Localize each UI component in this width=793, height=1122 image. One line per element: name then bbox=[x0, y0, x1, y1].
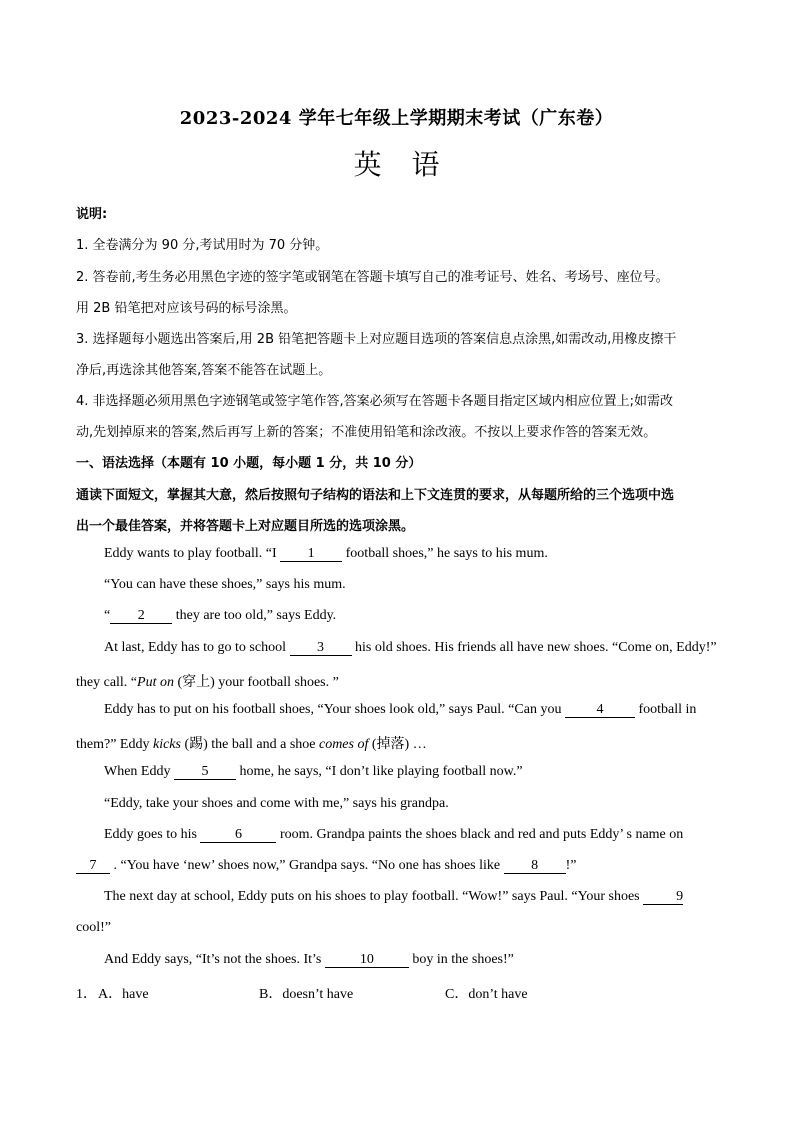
passage-text: room. Grandpa paints the shoes black and red and puts Eddy’ s name on bbox=[276, 827, 684, 842]
subject-title: 英语 bbox=[353, 148, 470, 181]
passage-line-4c bbox=[76, 671, 339, 691]
passage-line-9b: cool!” bbox=[76, 920, 111, 935]
blank-2: 2 bbox=[110, 609, 172, 624]
passage-text: . “You have ‘new’ shoes now,” Grandpa says. “No one has shoes like bbox=[110, 858, 504, 873]
blank-9: 9 bbox=[643, 890, 683, 905]
passage-text: The next day at school, Eddy puts on his shoes to play football. “Wow!” says Paul. “Your shoes bbox=[104, 889, 644, 904]
passage-text: !” bbox=[565, 858, 577, 873]
question-1-option-b[interactable]: B．doesn’t have bbox=[259, 987, 354, 1002]
blank-3: 3 bbox=[290, 641, 352, 656]
instruction-item-2a: 2. 答卷前,考生务必用黑色字迹的签字笔或钢笔在答题卡填写自己的准考证号、姓名、考场号、座位号。 bbox=[76, 270, 669, 285]
blank-7: 7 bbox=[76, 859, 110, 874]
passage-line-4 bbox=[104, 640, 717, 656]
passage-text: When Eddy bbox=[104, 764, 174, 779]
passage-text: Eddy wants to play football. “I bbox=[104, 546, 281, 561]
passage-line-5c bbox=[76, 733, 427, 753]
passage-text: Eddy goes to his bbox=[104, 827, 201, 842]
passage-line-7: “Eddy, take your shoes and come with me,” says his grandpa. bbox=[104, 796, 449, 811]
instruction-item-3b: 净后,再选涂其他答案,答案不能答在试题上。 bbox=[76, 363, 332, 378]
passage-line-8 bbox=[104, 827, 683, 843]
passage-text: And Eddy says, “It’s not the shoes. It’s bbox=[104, 952, 325, 967]
passage-line-8c bbox=[76, 858, 577, 874]
passage-text: “ bbox=[104, 608, 111, 623]
passage-line-5 bbox=[104, 702, 696, 718]
passage-italic: Put on bbox=[137, 675, 174, 690]
question-1-number: 1． bbox=[76, 987, 97, 1002]
passage-line-9 bbox=[104, 889, 683, 905]
question-1-option-a[interactable]: A．have bbox=[98, 987, 149, 1002]
instruction-item-1: 1. 全卷满分为 90 分,考试用时为 70 分钟。 bbox=[76, 238, 329, 253]
blank-6: 6 bbox=[200, 828, 276, 843]
passage-text: (穿上) your football shoes. ” bbox=[173, 675, 339, 690]
passage-text: (掉落) … bbox=[368, 737, 427, 752]
blank-10: 10 bbox=[325, 953, 409, 968]
passage-line-1 bbox=[104, 546, 548, 562]
passage-line-10 bbox=[104, 952, 514, 968]
passage-text: (踢) the ball and a shoe bbox=[180, 737, 319, 752]
passage-text: them?” Eddy bbox=[76, 737, 153, 752]
blank-1: 1 bbox=[280, 547, 342, 562]
section-directions-b: 出一个最佳答案，并将答题卡上对应题目所选的选项涂黑。 bbox=[76, 519, 415, 534]
instruction-item-4b: 动,先划掉原来的答案,然后再写上新的答案；不准使用铅笔和涂改液。不按以上要求作答的答案无效。 bbox=[76, 425, 657, 440]
passage-line-3 bbox=[104, 608, 336, 624]
instruction-item-2b: 用 2B 铅笔把对应该号码的标号涂黑。 bbox=[76, 301, 297, 316]
passage-text: home, he says, “I don’t like playing football now.” bbox=[235, 764, 523, 779]
instruction-item-3a: 3. 选择题每小题选出答案后,用 2B 铅笔把答题卡上对应题目选项的答案信息点涂黑,如需改动,用橡皮擦干 bbox=[76, 332, 677, 347]
blank-5: 5 bbox=[174, 765, 236, 780]
passage-text: football shoes,” he says to his mum. bbox=[342, 546, 548, 561]
exam-title: 2023-2024 学年七年级上学期期末考试（广东卷） bbox=[179, 108, 614, 129]
passage-text: boy in the shoes!” bbox=[408, 952, 514, 967]
passage-text: his old shoes. His friends all have new shoes. “Come on, Eddy!” bbox=[351, 640, 717, 655]
passage-italic: kicks bbox=[152, 737, 181, 752]
blank-4: 4 bbox=[565, 703, 635, 718]
passage-text: At last, Eddy has to go to school bbox=[104, 640, 290, 655]
instructions-heading: 说明: bbox=[76, 207, 108, 222]
instruction-item-4a: 4. 非选择题必须用黑色字迹钢笔或签字笔作答,答案必须写在答题卡各题目指定区域内相应位置上;如需改 bbox=[76, 394, 674, 409]
passage-text: football in bbox=[634, 702, 697, 717]
passage-text: they are too old,” says Eddy. bbox=[172, 608, 337, 623]
passage-text: they call. “ bbox=[76, 675, 138, 690]
section-directions-a: 通读下面短文，掌握其大意，然后按照句子结构的语法和上下文连贯的要求，从每题所给的三个选项中选 bbox=[76, 488, 675, 503]
passage-italic: comes of bbox=[318, 737, 369, 752]
question-1-option-c[interactable]: C．don’t have bbox=[445, 987, 528, 1002]
passage-line-2: “You can have these shoes,” says his mum. bbox=[104, 577, 346, 592]
section-heading: 一、语法选择（本题有 10 小题，每小题 1 分，共 10 分） bbox=[76, 456, 422, 471]
passage-line-6 bbox=[104, 764, 523, 780]
blank-8: 8 bbox=[504, 859, 566, 874]
passage-text: Eddy has to put on his football shoes, “Your shoes look old,” says Paul. “Can you bbox=[104, 702, 565, 717]
